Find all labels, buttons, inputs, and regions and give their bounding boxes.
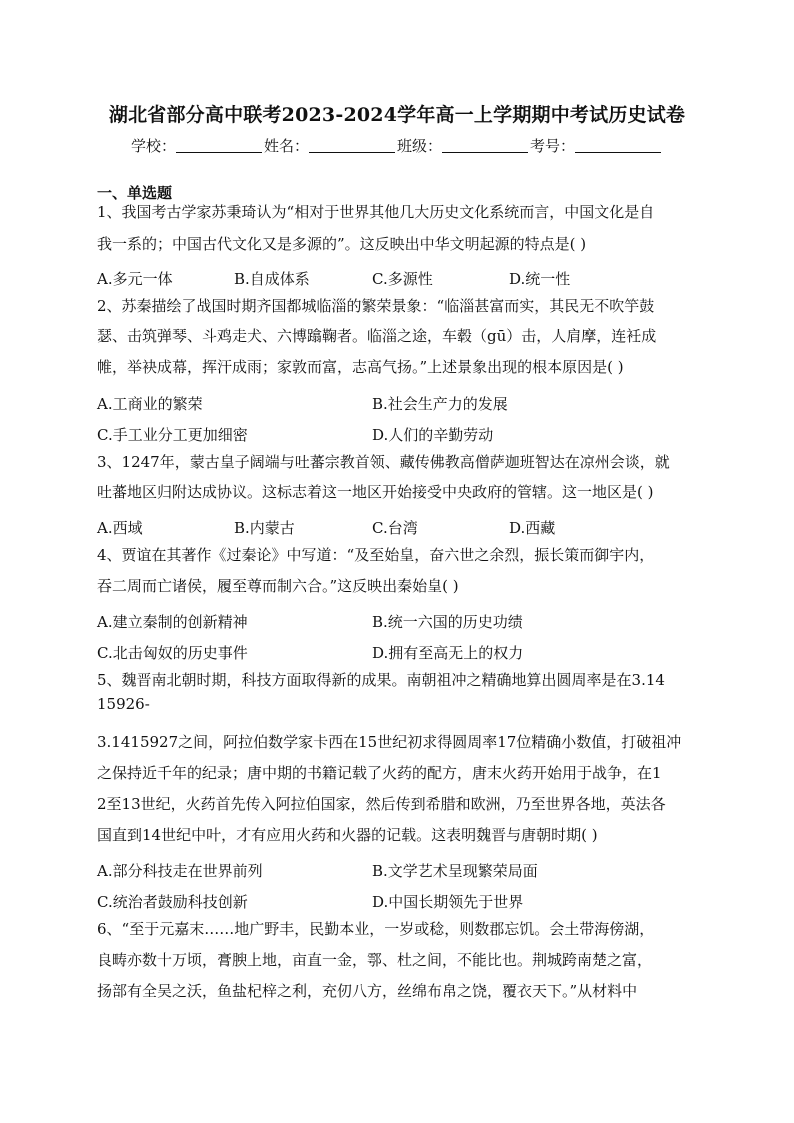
question-4-option-d[interactable]: D.拥有至高无上的权力 (372, 644, 524, 662)
school-blank[interactable] (176, 138, 262, 153)
school-label: 学校： (130, 137, 176, 155)
question-1-option-b[interactable]: B.自成体系 (234, 270, 310, 288)
question-6-line-2: 良畴亦数十万顷，膏腴上地，亩直一金，鄠、杜之间，不能比也。荆城跨南楚之富， (97, 951, 653, 969)
question-3-option-d[interactable]: D.西藏 (509, 519, 556, 537)
question-1-line-2: 我一系的；中国古代文化又是多源的”。这反映出中华文明起源的特点是( ) (97, 235, 587, 253)
question-6-line-3: 扬部有全吴之沃，鱼盐杞梓之利，充仞八方，丝绵布帛之饶，覆衣天下。”从材料中 (97, 982, 638, 1000)
class-label: 班级： (397, 137, 443, 155)
name-label: 姓名： (263, 137, 309, 155)
question-1-option-a[interactable]: A.多元一体 (97, 270, 173, 288)
question-5-option-b[interactable]: B.文学艺术呈现繁荣局面 (372, 862, 538, 880)
question-2-line-1: 2、苏秦描绘了战国时期齐国都城临淄的繁荣景象：“临淄甚富而实，其民无不吹竽鼓 (97, 297, 655, 315)
question-2-option-d[interactable]: D.人们的辛勤劳动 (372, 426, 494, 444)
question-5-option-c[interactable]: C.统治者鼓励科技创新 (97, 893, 248, 911)
question-5-option-d[interactable]: D.中国长期领先于世界 (372, 893, 524, 911)
class-blank[interactable] (442, 138, 528, 153)
student-info-row (0, 135, 794, 156)
question-4-option-b[interactable]: B.统一六国的历史功绩 (372, 613, 523, 631)
question-2-option-a[interactable]: A.工商业的繁荣 (97, 395, 203, 413)
section-title: 一、单选题 (97, 184, 173, 202)
question-5-line-5: 2至13世纪，火药首先传入阿拉伯国家，然后传到希腊和欧洲，乃至世界各地，英法各 (97, 795, 666, 813)
question-3-option-b[interactable]: B.内蒙古 (234, 519, 295, 537)
question-5-line-4: 之保持近千年的纪录；唐中期的书籍记载了火药的配方，唐末火药开始用于战争，在1 (97, 764, 662, 782)
question-2-option-c[interactable]: C.手工业分工更加细密 (97, 426, 248, 444)
question-2-option-b[interactable]: B.社会生产力的发展 (372, 395, 508, 413)
question-6-line-1: 6、“至于元嘉末……地广野丰，民勤本业，一岁或稔，则数郡忘饥。会土带海傍湖， (97, 920, 655, 938)
question-2-line-3: 帷，举袂成幕，挥汗成雨；家敦而富，志高气扬。”上述景象出现的根本原因是( ) (97, 358, 624, 376)
question-3-line-1: 3、1247年，蒙古皇子阔端与吐蕃宗教首领、藏传佛教高僧萨迦班智达在凉州会谈，就 (97, 453, 670, 471)
question-4-option-c[interactable]: C.北击匈奴的历史事件 (97, 644, 248, 662)
question-3-option-c[interactable]: C.台湾 (372, 519, 418, 537)
question-4-option-a[interactable]: A.建立秦制的创新精神 (97, 613, 248, 631)
question-2-line-2: 瑟、击筑弹琴、斗鸡走犬、六博蹹鞠者。临淄之途，车毂（gū）击，人肩摩，连衽成 (97, 327, 657, 345)
question-3-line-2: 吐蕃地区归附达成协议。这标志着这一地区开始接受中央政府的管辖。这一地区是( ) (97, 483, 654, 501)
question-1-option-d[interactable]: D.统一性 (509, 270, 571, 288)
question-4-line-2: 吞二周而亡诸侯，履至尊而制六合。”这反映出秦始皇( ) (97, 577, 459, 595)
question-5-line-3: 3.1415927之间，阿拉伯数学家卡西在15世纪初求得圆周率17位精确小数值，打破祖冲 (97, 733, 682, 751)
question-5-line-6: 国直到14世纪中叶，才有应用火药和火器的记载。这表明魏晋与唐朝时期( ) (97, 826, 598, 844)
exam-title: 湖北省部分高中联考2023-2024学年高一上学期期中考试历史试卷 (108, 104, 686, 126)
question-1-option-c[interactable]: C.多源性 (372, 270, 433, 288)
question-1-line-1: 1、我国考古学家苏秉琦认为“相对于世界其他几大历史文化系统而言，中国文化是自 (97, 203, 655, 221)
question-5-line-2: 15926- (97, 695, 150, 713)
question-5-line-1: 5、魏晋南北朝时期，科技方面取得新的成果。南朝祖冲之精确地算出圆周率是在3.14 (97, 671, 665, 689)
name-blank[interactable] (309, 138, 395, 153)
question-3-option-a[interactable]: A.西域 (97, 519, 143, 537)
question-5-option-a[interactable]: A.部分科技走在世界前列 (97, 862, 263, 880)
exam-number-blank[interactable] (575, 138, 661, 153)
question-4-line-1: 4、贾谊在其著作《过秦论》中写道：“及至始皇，奋六世之余烈，振长策而御宇内， (97, 546, 655, 564)
exam-number-label: 考号： (530, 137, 576, 155)
